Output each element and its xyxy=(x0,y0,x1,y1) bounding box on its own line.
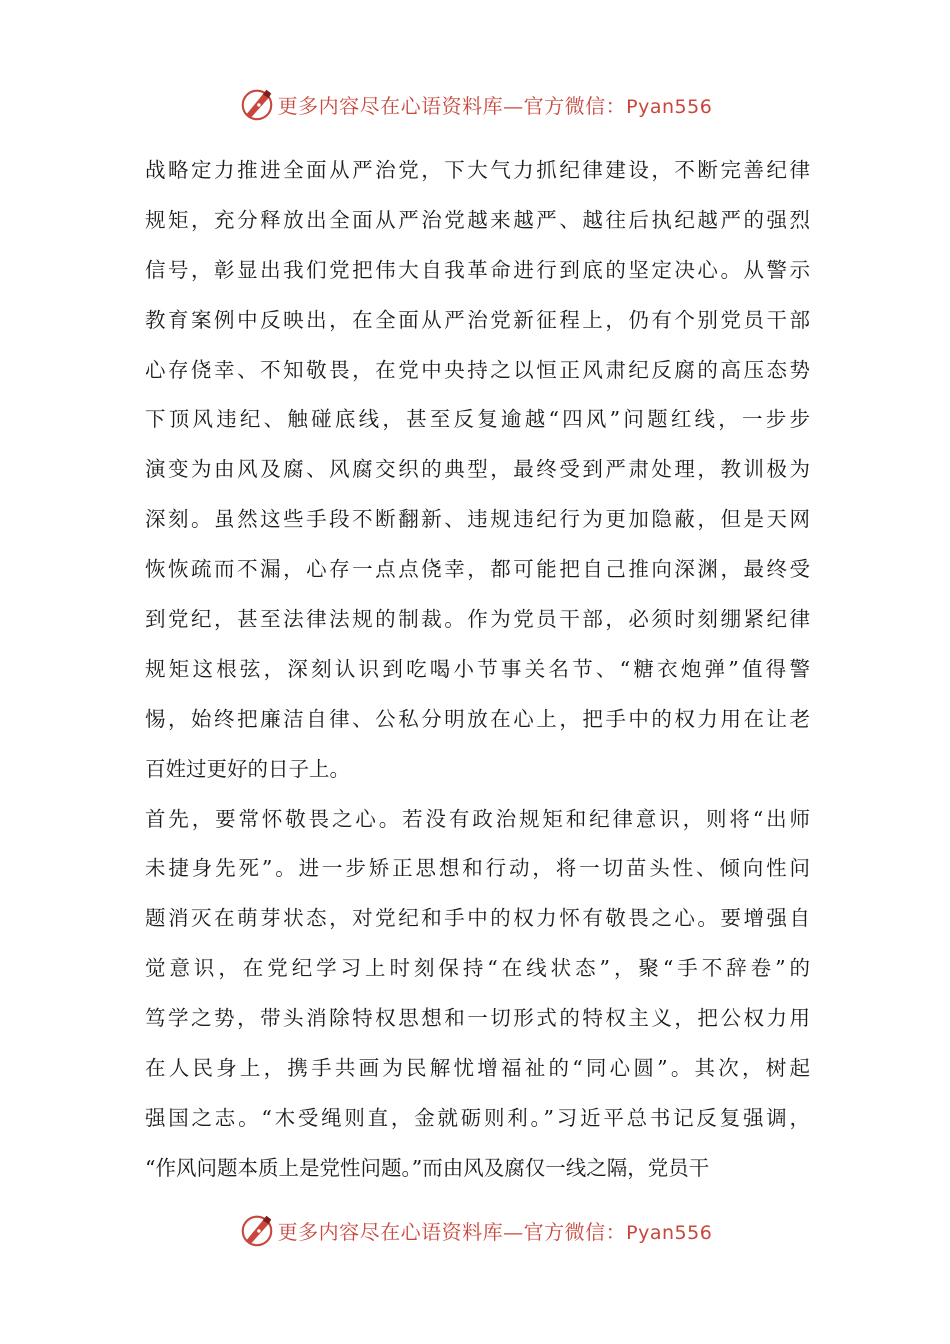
text-line: 题消灭在萌芽状态，对党纪和手中的权力怀有敬畏之心。要增强自 xyxy=(145,906,810,931)
text-line: 惕，始终把廉洁自律、公私分明放在心上，把手中的权力用在让老 xyxy=(145,706,810,731)
footer-banner xyxy=(0,1210,950,1250)
text-line: 教育案例中反映出，在全面从严治党新征程上，仍有个别党员干部 xyxy=(145,307,810,332)
header-wechat-id: Pyan556 xyxy=(626,95,713,118)
pen-nib-logo-icon xyxy=(238,1211,276,1249)
pen-nib-logo-icon xyxy=(238,85,276,123)
header-banner-label: 更多内容尽在心语资料库—官方微信： xyxy=(277,93,627,118)
footer-banner-text xyxy=(278,1216,713,1245)
header-banner xyxy=(0,84,950,124)
footer-wechat-id: Pyan556 xyxy=(626,1221,713,1244)
text-line: 未捷身先死”。进一步矫正思想和行动，将一切苗头性、倾向性问 xyxy=(145,856,810,881)
text-line: 规矩这根弦，深刻认识到吃喝小节事关名节、“糖衣炮弹”值得警 xyxy=(145,656,810,681)
text-line: 强国之志。“木受绳则直，金就砺则利。”习近平总书记反复强调， xyxy=(145,1105,810,1130)
text-line: 百姓过更好的日子上。 xyxy=(145,756,350,781)
text-line: 深刻。虽然这些手段不断翻新、违规违纪行为更加隐蔽，但是天网 xyxy=(145,507,810,532)
text-line: 信号，彰显出我们党把伟大自我革命进行到底的坚定决心。从警示 xyxy=(145,257,810,282)
document-body xyxy=(145,146,810,1194)
text-line: 战略定力推进全面从严治党，下大气力抓纪律建设，不断完善纪律 xyxy=(145,158,810,182)
text-line: 首先，要常怀敬畏之心。若没有政治规矩和纪律意识，则将“出师 xyxy=(145,806,810,831)
text-line: 下顶风违纪、触碰底线，甚至反复逾越“四风”问题红线，一步步 xyxy=(145,407,810,432)
text-line: 笃学之势，带头消除特权思想和一切形式的特权主义，把公权力用 xyxy=(145,1006,810,1031)
text-line: “作风问题本质上是党性问题。”而由风及腐仅一线之隔，党员干 xyxy=(145,1155,710,1180)
text-line: 在人民身上，携手共画为民解忧增福祉的“同心圆”。其次，树起 xyxy=(145,1056,810,1081)
header-banner-text xyxy=(278,90,713,119)
text-line: 演变为由风及腐、风腐交织的典型，最终受到严肃处理，教训极为 xyxy=(145,457,810,482)
text-line: 心存侥幸、不知敬畏，在党中央持之以恒正风肃纪反腐的高压态势 xyxy=(145,357,810,382)
text-line: 恢恢疏而不漏，心存一点点侥幸，都可能把自己推向深渊，最终受 xyxy=(145,557,810,582)
text-line: 觉意识，在党纪学习上时刻保持“在线状态”，聚“手不辞卷”的 xyxy=(145,956,810,981)
footer-banner-label: 更多内容尽在心语资料库—官方微信： xyxy=(277,1219,627,1244)
text-line: 规矩，充分释放出全面从严治党越来越严、越往后执纪越严的强烈 xyxy=(145,207,810,232)
text-line: 到党纪，甚至法律法规的制裁。作为党员干部，必须时刻绷紧纪律 xyxy=(145,607,810,632)
